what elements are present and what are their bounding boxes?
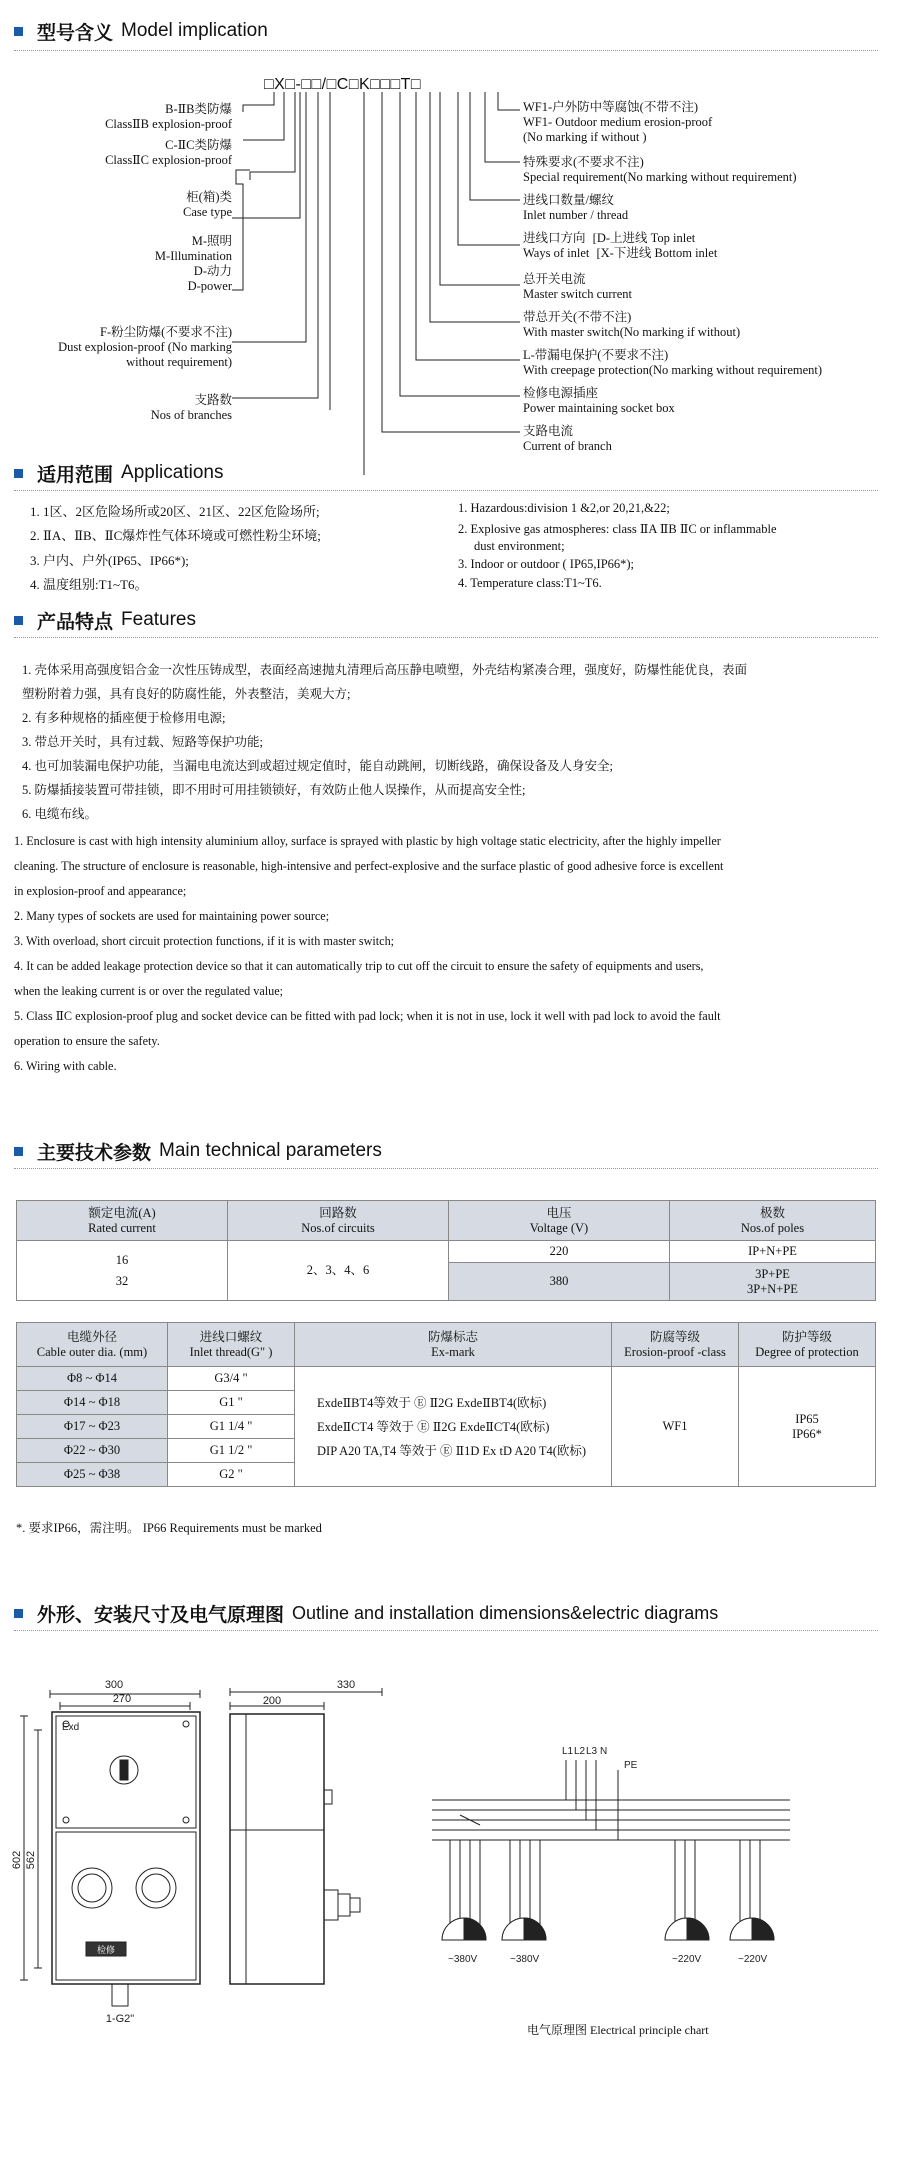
table-header-row bbox=[17, 1201, 876, 1241]
feature-cn-line: 6. 电缆布线。 bbox=[22, 807, 98, 821]
model-label-branches: 支路数 Nos of branches bbox=[150, 393, 232, 422]
section-title-en: Outline and installation dimensions&electric diagrams bbox=[292, 1602, 719, 1623]
table-note: *. 要求IP66，需注明。 IP66 Requirements must be marked bbox=[16, 1521, 322, 1535]
section-divider bbox=[14, 490, 878, 491]
feature-cn-line: 2. 有多种规格的插座便于检修用电源; bbox=[22, 711, 226, 725]
section-header-outline bbox=[14, 1600, 718, 1626]
model-label-special: 特殊要求(不要求不注) Special requirement(No marking without requirement) bbox=[523, 155, 797, 184]
model-label-case: 柜(箱)类 Case type bbox=[183, 190, 232, 219]
section-bullet-icon bbox=[14, 469, 23, 478]
cell-dia: Φ14 ~ Φ18 bbox=[17, 1391, 168, 1415]
cell-thread: G1 1/2 " bbox=[168, 1439, 295, 1463]
col-protection: 防护等级 Degree of protection bbox=[739, 1323, 876, 1367]
electrical-circuit-diagram bbox=[420, 1730, 890, 1980]
cell-dia: Φ8 ~ Φ14 bbox=[17, 1367, 168, 1391]
line-label-l3: L3 bbox=[586, 1746, 598, 1757]
section-header-params bbox=[14, 1138, 382, 1164]
model-label-inlet-num: 进线口数量/螺纹 Inlet number / thread bbox=[523, 193, 629, 222]
model-label-master-current: 总开关电流 Master switch current bbox=[523, 272, 632, 301]
section-title-cn: 主要技术参数 bbox=[37, 1142, 152, 1164]
feature-en-line: 1. Enclosure is cast with high intensity aluminium alloy, surface is sprayed with plastic by high voltage static electricity, after the highly impeller bbox=[14, 834, 721, 848]
table-row bbox=[17, 1241, 876, 1263]
socket-voltage: ~380V bbox=[448, 1954, 478, 1965]
cell-thread: G3/4 " bbox=[168, 1367, 295, 1391]
section-title-en: Applications bbox=[121, 462, 224, 483]
app-en-item: dust environment; bbox=[474, 539, 565, 553]
feature-en-line: 5. Class ⅡC explosion-proof plug and socket device can be fitted with pad lock; when it is not in use, lock it well with pad lock to avoid the fault bbox=[14, 1009, 721, 1023]
cell-dia: Φ17 ~ Φ23 bbox=[17, 1415, 168, 1439]
model-label-socket: 检修电源插座 Power maintaining socket box bbox=[523, 386, 675, 415]
feature-en-line: when the leaking current is or over the regulated value; bbox=[14, 984, 284, 998]
col-rated-current: 额定电流(A) Rated current bbox=[17, 1201, 228, 1241]
section-divider bbox=[14, 1168, 878, 1169]
app-cn-item: 1. 1区、2区危险场所或20区、21区、22区危险场所; bbox=[30, 504, 320, 519]
cell-currents: 16 32 bbox=[17, 1241, 228, 1301]
params-table-2 bbox=[16, 1322, 876, 1487]
app-cn-item: 2. ⅡA、ⅡB、ⅡC爆炸性气体环境或可燃性粉尘环境; bbox=[30, 528, 321, 543]
section-bullet-icon bbox=[14, 616, 23, 625]
section-divider bbox=[14, 1630, 878, 1631]
feature-en-line: 6. Wiring with cable. bbox=[14, 1059, 117, 1073]
table-row bbox=[17, 1367, 876, 1391]
dim-300: 300 bbox=[104, 1679, 124, 1691]
model-label-c: C-ⅡC类防爆 ClassⅡC explosion-proof bbox=[105, 138, 232, 167]
dim-200: 200 bbox=[262, 1695, 282, 1707]
section-bullet-icon bbox=[14, 1147, 23, 1156]
model-label-b: B-ⅡB类防爆 ClassⅡB explosion-proof bbox=[105, 102, 232, 131]
cell-voltage: 380 bbox=[449, 1263, 670, 1301]
model-code: □X□-□□/□C□K□□□T□ bbox=[264, 76, 422, 93]
col-poles: 极数 Nos.of poles bbox=[670, 1201, 876, 1241]
feature-en-line: cleaning. The structure of enclosure is reasonable, high-intensive and perfect-explosive and the surface plastic of good adhesive force is excellent bbox=[14, 859, 724, 873]
section-header-applications bbox=[14, 460, 223, 486]
model-label-wf1: WF1-户外防中等腐蚀(不带不注) WF1- Outdoor medium erosion-proof (No marking if without ) bbox=[523, 100, 713, 144]
line-label-pe: PE bbox=[624, 1760, 638, 1771]
section-title-cn: 型号含义 bbox=[37, 22, 114, 44]
section-title-cn: 产品特点 bbox=[37, 611, 114, 633]
section-title-cn: 适用范围 bbox=[37, 464, 114, 486]
section-header-features bbox=[14, 607, 196, 633]
feature-en-line: 2. Many types of sockets are used for maintaining power source; bbox=[14, 909, 330, 923]
socket-voltage: ~220V bbox=[672, 1954, 702, 1965]
cell-exmark: ExdeⅡBT4等效于 Ⓔ Ⅱ2G ExdeⅡBT4(欧标) ExdeⅡCT4 等效于 Ⓔ Ⅱ2G ExdeⅡCT4(欧标) DIP A20 TA,T4 等效于 Ⓔ Ⅱ1D Ex tD A20 T4(欧标) bbox=[295, 1367, 612, 1487]
model-label-inlet-way: 进线口方向 [D-上进线 Top inlet Ways of inlet [X-下进线 Bottom inlet bbox=[523, 231, 718, 260]
dim-562: 562 bbox=[25, 1850, 37, 1870]
line-label-n: N bbox=[600, 1746, 608, 1757]
col-voltage: 电压 Voltage (V) bbox=[449, 1201, 670, 1241]
dim-330: 330 bbox=[336, 1679, 356, 1691]
section-divider bbox=[14, 637, 878, 638]
model-label-master-switch: 带总开关(不带不注) With master switch(No marking if without) bbox=[523, 310, 741, 339]
side-view-drawing bbox=[212, 1680, 402, 2040]
col-cable-dia: 电缆外径 Cable outer dia. (mm) bbox=[17, 1323, 168, 1367]
section-title-en: Main technical parameters bbox=[159, 1140, 382, 1161]
line-label-l1: L1 bbox=[562, 1746, 574, 1757]
section-title-en: Features bbox=[121, 609, 196, 630]
feature-en-line: 4. It can be added leakage protection device so that it can automatically trip to cut off the circuit to ensure the safety of equipments and users, bbox=[14, 959, 704, 973]
dim-602: 602 bbox=[11, 1850, 23, 1870]
cell-dia: Φ25 ~ Φ38 bbox=[17, 1463, 168, 1487]
socket-voltage: ~220V bbox=[738, 1954, 768, 1965]
exd-label: Exd bbox=[62, 1722, 80, 1733]
cell-erosion: WF1 bbox=[612, 1367, 739, 1487]
app-en-item: 2. Explosive gas atmospheres: class ⅡA ⅡB ⅡC or inflammable bbox=[458, 522, 777, 536]
cell-thread: G1 " bbox=[168, 1391, 295, 1415]
feature-en-line: 3. With overload, short circuit protection functions, if it is with master switch; bbox=[14, 934, 395, 948]
feature-cn-line: 塑粉附着力强，具有良好的防腐性能，外表整洁，美观大方; bbox=[22, 687, 351, 701]
model-label-md: M-照明 M-Illumination D-动力 D-power bbox=[154, 234, 232, 293]
dim-270: 270 bbox=[112, 1693, 132, 1705]
feature-cn-line: 4. 也可加装漏电保护功能，当漏电电流达到或超过规定值时，能自动跳闸，切断线路，确保设备及人身安全; bbox=[22, 759, 613, 773]
circuit-caption: 电气原理图 Electrical principle chart bbox=[527, 2023, 709, 2037]
feature-en-line: operation to ensure the safety. bbox=[14, 1034, 160, 1048]
gland-label: 1-G2" bbox=[105, 2013, 135, 2025]
model-label-f: F-粉尘防爆(不要求不注) Dust explosion-proof (No marking without requirement) bbox=[58, 325, 232, 369]
section-title-cn: 外形、安装尺寸及电气原理图 bbox=[37, 1604, 285, 1626]
socket-voltage: ~380V bbox=[510, 1954, 540, 1965]
feature-cn-line: 3. 带总开关时，具有过载、短路等保护功能; bbox=[22, 735, 263, 749]
feature-cn-line: 5. 防爆插接装置可带挂锁，即不用时可用挂锁锁好，有效防止他人误操作，从而提高安全性; bbox=[22, 783, 526, 797]
feature-cn-line: 1. 壳体采用高强度铝合金一次性压铸成型，表面经高速抛丸清理后高压静电喷塑，外壳结构紧凑合理，强度好，防爆性能优良，表面 bbox=[22, 663, 748, 677]
line-label-l2: L2 bbox=[574, 1746, 586, 1757]
model-label-leakage: L-带漏电保护(不要求不注) With creepage protection(No marking without requirement) bbox=[523, 348, 823, 377]
front-view-drawing bbox=[11, 1679, 214, 2040]
nameplate-label: 检修 bbox=[96, 1945, 116, 1955]
cell-circuits: 2、3、4、6 bbox=[228, 1241, 449, 1301]
cell-poles: 3P+PE 3P+N+PE bbox=[670, 1263, 876, 1301]
col-circuits: 回路数 Nos.of circuits bbox=[228, 1201, 449, 1241]
app-cn-item: 3. 户内、户外(IP65、IP66*); bbox=[30, 553, 189, 568]
cell-poles: IP+N+PE bbox=[670, 1241, 876, 1263]
cell-thread: G1 1/4 " bbox=[168, 1415, 295, 1439]
cell-voltage: 220 bbox=[449, 1241, 670, 1263]
app-cn-item: 4. 温度组别:T1~T6。 bbox=[30, 577, 148, 592]
app-en-item: 1. Hazardous:division 1 &2,or 20,21,&22; bbox=[458, 501, 670, 515]
app-en-item: 3. Indoor or outdoor ( IP65,IP66*); bbox=[458, 557, 635, 571]
section-title-en: Model implication bbox=[121, 20, 268, 41]
col-inlet-thread: 进线口螺纹 Inlet thread(G" ) bbox=[168, 1323, 295, 1367]
cell-dia: Φ22 ~ Φ30 bbox=[17, 1439, 168, 1463]
col-erosion: 防腐等级 Erosion-proof -class bbox=[612, 1323, 739, 1367]
section-bullet-icon bbox=[14, 1609, 23, 1618]
cell-thread: G2 " bbox=[168, 1463, 295, 1487]
params-table-1 bbox=[16, 1200, 876, 1301]
cell-protection: IP65 IP66* bbox=[739, 1367, 876, 1487]
col-exmark: 防爆标志 Ex-mark bbox=[295, 1323, 612, 1367]
model-leader-lines bbox=[0, 0, 900, 470]
model-label-branch-current: 支路电流 Current of branch bbox=[523, 424, 612, 453]
table-header-row bbox=[17, 1323, 876, 1367]
app-en-item: 4. Temperature class:T1~T6. bbox=[458, 576, 602, 590]
feature-en-line: in explosion-proof and appearance; bbox=[14, 884, 187, 898]
